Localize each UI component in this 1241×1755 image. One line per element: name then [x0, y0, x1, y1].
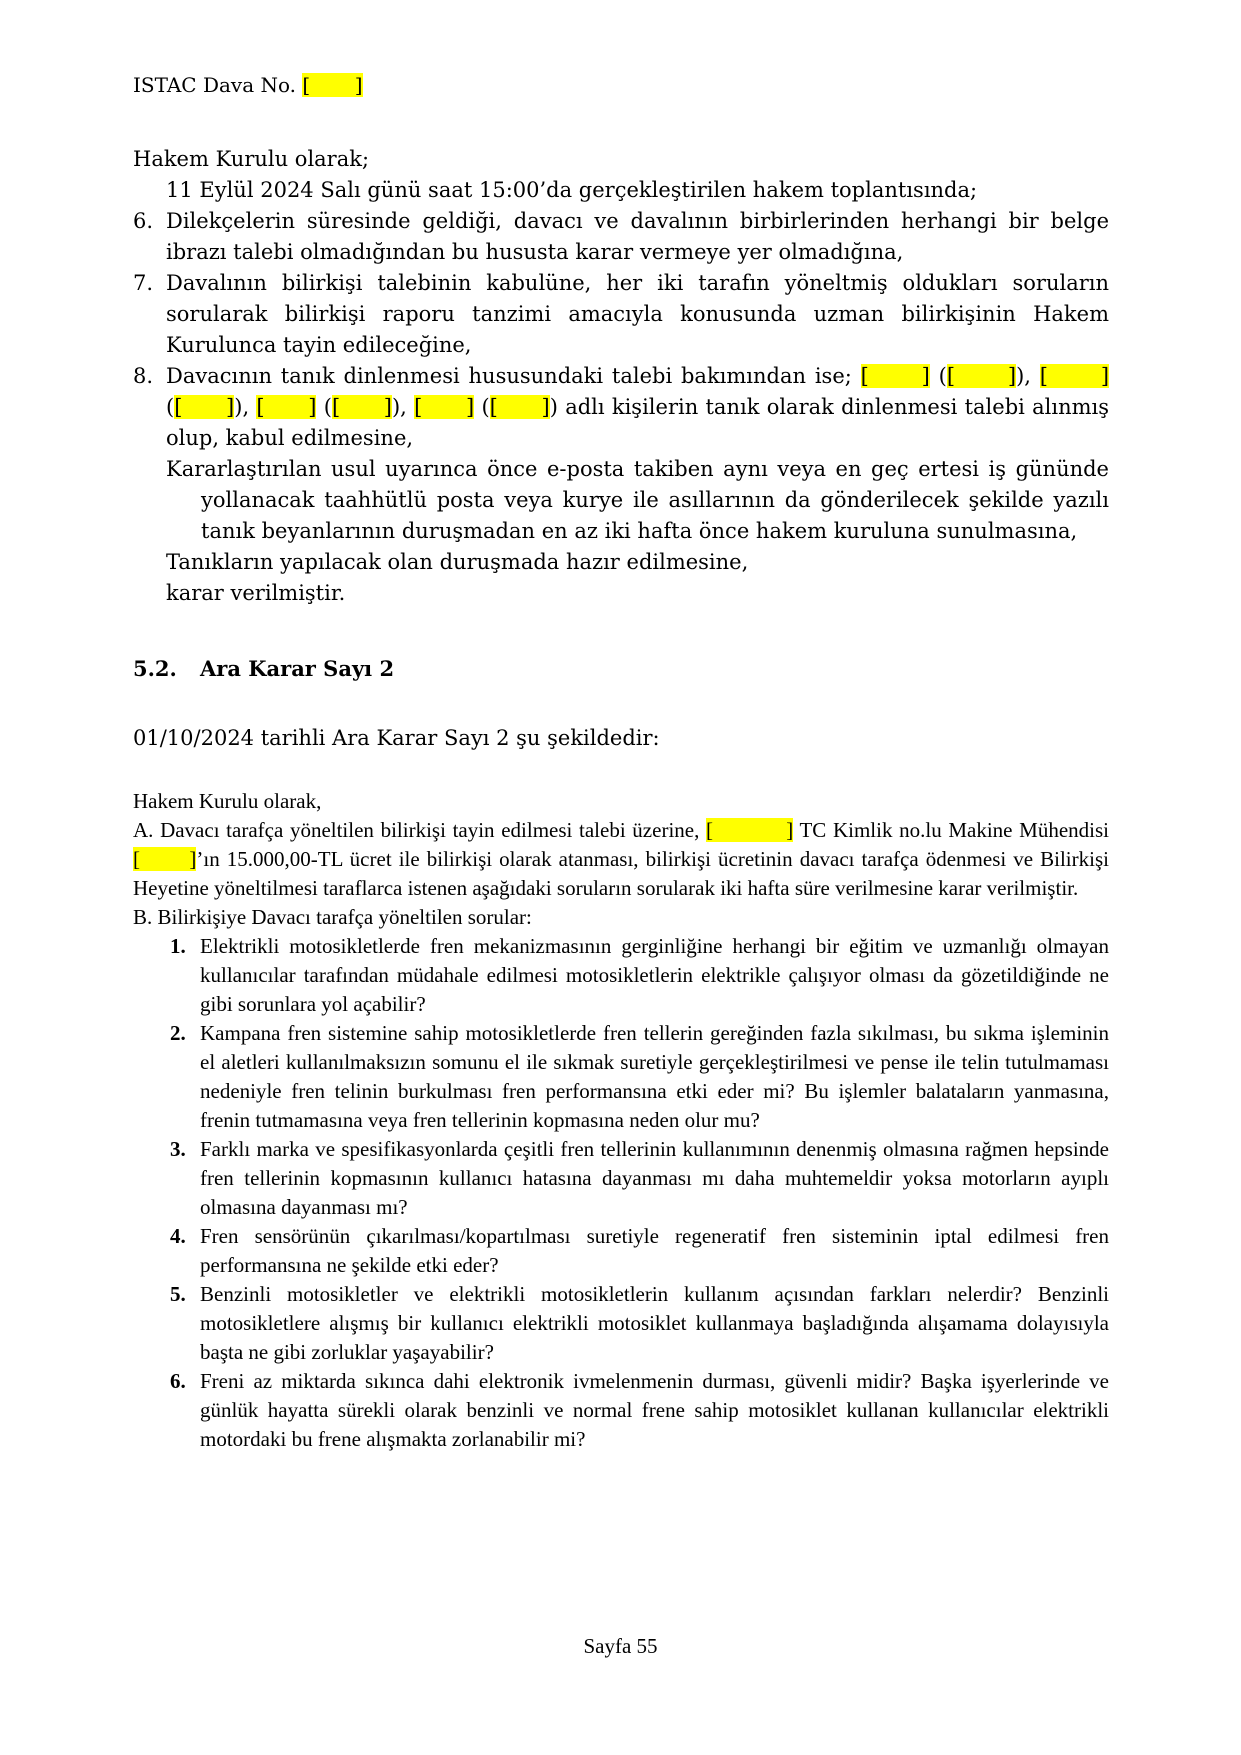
redaction-highlight: [ ] — [133, 847, 197, 871]
list-item — [133, 206, 1109, 268]
list-item — [133, 1222, 1109, 1280]
item-number: 7. — [133, 271, 154, 295]
question-text: Freni az miktarda sıkınca dahi elektronik ivmelenmenin durması, güvenli midir? Başka işyerlerinde ve günlük hayatta sürekli olarak benzinli ve normal frene sahip motosiklet kullanan kullanıcılar elektrikli motordaki bu frene alışmakta zorlanabilir mi? — [200, 1369, 1109, 1451]
question-number: 3. — [170, 1137, 186, 1161]
text-run: ) adlı kişilerin tanık olarak dinlenmesi talebi alınmış olup, kabul edilmesine, — [166, 395, 1110, 450]
item-number: 8. — [133, 364, 154, 388]
interim-decision-2-section — [133, 787, 1109, 1454]
question-text: Kampana fren sistemine sahip motosikletlerde fren tellerin gereğinden fazla sıkılması, bu sıkma işleminin el aletleri kullanılmaksızın somunu el ile sıkmak suretiyle gerçekleştirilmesi ve pense ile telin tutulmaması nedeniyle fren telinin burkulması fren performansına etki eder mi? Bu işlemler balataların yanmasına, frenin tutmamasına veya fren tellerinin kopmasına neden olur mu? — [200, 1021, 1109, 1132]
redaction-highlight: [ ] — [946, 364, 1017, 388]
item-text — [166, 268, 1109, 361]
list-item — [133, 932, 1109, 1019]
redaction-highlight: [ ] — [174, 395, 235, 419]
text-run: ’ın 15.000,00-TL ücret ile bilirkişi olarak atanması, bilirkişi ücretinin davacı tarafça ödenmesi ve Bilirkişi Heyetine yöneltilmesi taraflarca istenen aşağıdaki soruların sorularak iki hafta süre verilmesine karar verilmiştir. — [133, 847, 1109, 900]
heading-number: 5.2. — [133, 656, 177, 681]
witnesses-line: Tanıkların yapılacak olan duruşmada hazır edilmesine, — [166, 550, 749, 574]
questions-intro-line: B. Bilirkişiye Davacı tarafça yöneltilen sorular: — [133, 905, 532, 929]
heading-title: Ara Karar Sayı 2 — [200, 656, 395, 681]
text-run: Dilekçelerin süresinde geldiği, davacı ve davalının birbirlerinden herhangi bir belge ibrazı talebi olmadığından bu hususta karar vermeye yer olmadığına, — [166, 209, 1109, 264]
text-run: ), — [1016, 364, 1040, 388]
text-run: A. Davacı tarafça yöneltilen bilirkişi tayin edilmesi talebi üzerine, — [133, 818, 707, 842]
text-run: TC Kimlik no.lu Makine Mühendisi — [793, 818, 1109, 842]
question-text: Fren sensörünün çıkarılması/kopartılması suretiyle regeneratif fren sisteminin iptal edilmesi fren performansına ne şekilde etki eder? — [200, 1224, 1109, 1277]
question-number: 5. — [170, 1282, 186, 1306]
redaction-highlight: [ ] — [489, 395, 550, 419]
decision-date-line: 01/10/2024 tarihli Ara Karar Sayı 2 şu şekildedir: — [133, 726, 660, 750]
list-item — [133, 1280, 1109, 1367]
item-number: 6. — [133, 209, 154, 233]
section-heading — [133, 653, 1109, 684]
list-item — [133, 1135, 1109, 1222]
tribunal-intro-line: Hakem Kurulu olarak; — [133, 147, 370, 171]
closing-line: karar verilmiştir. — [166, 581, 346, 605]
question-number: 2. — [170, 1021, 186, 1045]
redaction-highlight: [ ] — [256, 395, 317, 419]
decision-items-list — [133, 206, 1109, 454]
text-run: ( — [474, 395, 490, 419]
question-text: Elektrikli motosikletlerde fren mekanizmasının gerginliğine herhangi bir eğitim ve uzmanlığı olmayan kullanıcılar tarafından müdahale edilmesi motosikletlerin elektrikle çalışıyor olması da gözetildiğinde ne gibi sorunlara yol açabilir? — [200, 934, 1109, 1016]
redaction-highlight: [ ] — [1039, 364, 1110, 388]
text-run: ( — [166, 395, 175, 419]
question-number: 6. — [170, 1369, 186, 1393]
procedure-paragraph: Kararlaştırılan usul uyarınca önce e-posta takiben aynı veya en geç ertesi iş gününde yollanacak taahhütlü posta veya kurye ile asıllarının da gönderilecek şekilde yazılı tanık beyanlarının duruşmadan en az iki hafta önce hakem kuruluna sunulmasına, — [166, 457, 1109, 543]
redaction-highlight: [ ] — [706, 818, 794, 842]
question-text: Benzinli motosikletler ve elektrikli motosikletlerin kullanım açısından farkları nelerdir? Benzinli motosikletlere alışmış bir kullanıcı elektrikli motosiklet kullanmaya başladığında alışamama dolayısıyla başta ne gibi zorluklar yaşayabilir? — [200, 1282, 1109, 1364]
list-item — [133, 1019, 1109, 1135]
text-run: ( — [929, 364, 947, 388]
redaction-highlight: [ ] — [414, 395, 475, 419]
list-item — [133, 361, 1109, 454]
redaction-highlight: [ ] — [860, 364, 930, 388]
text-run: Davalının bilirkişi talebinin kabulüne, her iki tarafın yöneltmiş oldukları soruların sorularak bilirkişi raporu tanzimi amacıyla konusunda uzman bilirkişinin Hakem Kurulunca tayin edileceğine, — [166, 271, 1109, 357]
text-run: Davacının tanık dinlenmesi hususundaki talebi bakımından ise; — [166, 364, 861, 388]
redaction-highlight: [ ] — [302, 73, 363, 97]
meeting-date-line: 11 Eylül 2024 Salı günü saat 15:00’da gerçekleştirilen hakem toplantısında; — [166, 178, 978, 202]
text-run: ISTAC Dava No. — [133, 73, 303, 97]
list-item — [133, 268, 1109, 361]
question-number: 4. — [170, 1224, 186, 1248]
page-number-footer: Sayfa 55 — [583, 1634, 658, 1658]
item-text — [166, 206, 1109, 268]
expert-questions-list — [133, 932, 1109, 1454]
question-number: 1. — [170, 934, 186, 958]
interim-decision-1-section — [133, 144, 1109, 609]
item-text — [166, 361, 1109, 454]
tribunal-intro-line: Hakem Kurulu olarak, — [133, 789, 322, 813]
text-run: ( — [316, 395, 332, 419]
case-number-header — [133, 72, 1109, 98]
question-text: Farklı marka ve spesifikasyonlarda çeşitli fren tellerinin kullanımının denenmiş olmasına rağmen hepsinde fren tellerinin kopmasının kullanıcı hatasına dayanması mı daha muhtemeldir yoksa motorların ayıplı olmasına dayanması mı? — [200, 1137, 1109, 1219]
list-item — [133, 1367, 1109, 1454]
text-run: ), — [234, 395, 257, 419]
redaction-highlight: [ ] — [331, 395, 392, 419]
expert-appointment-paragraph — [133, 816, 1109, 903]
text-run: ), — [391, 395, 415, 419]
